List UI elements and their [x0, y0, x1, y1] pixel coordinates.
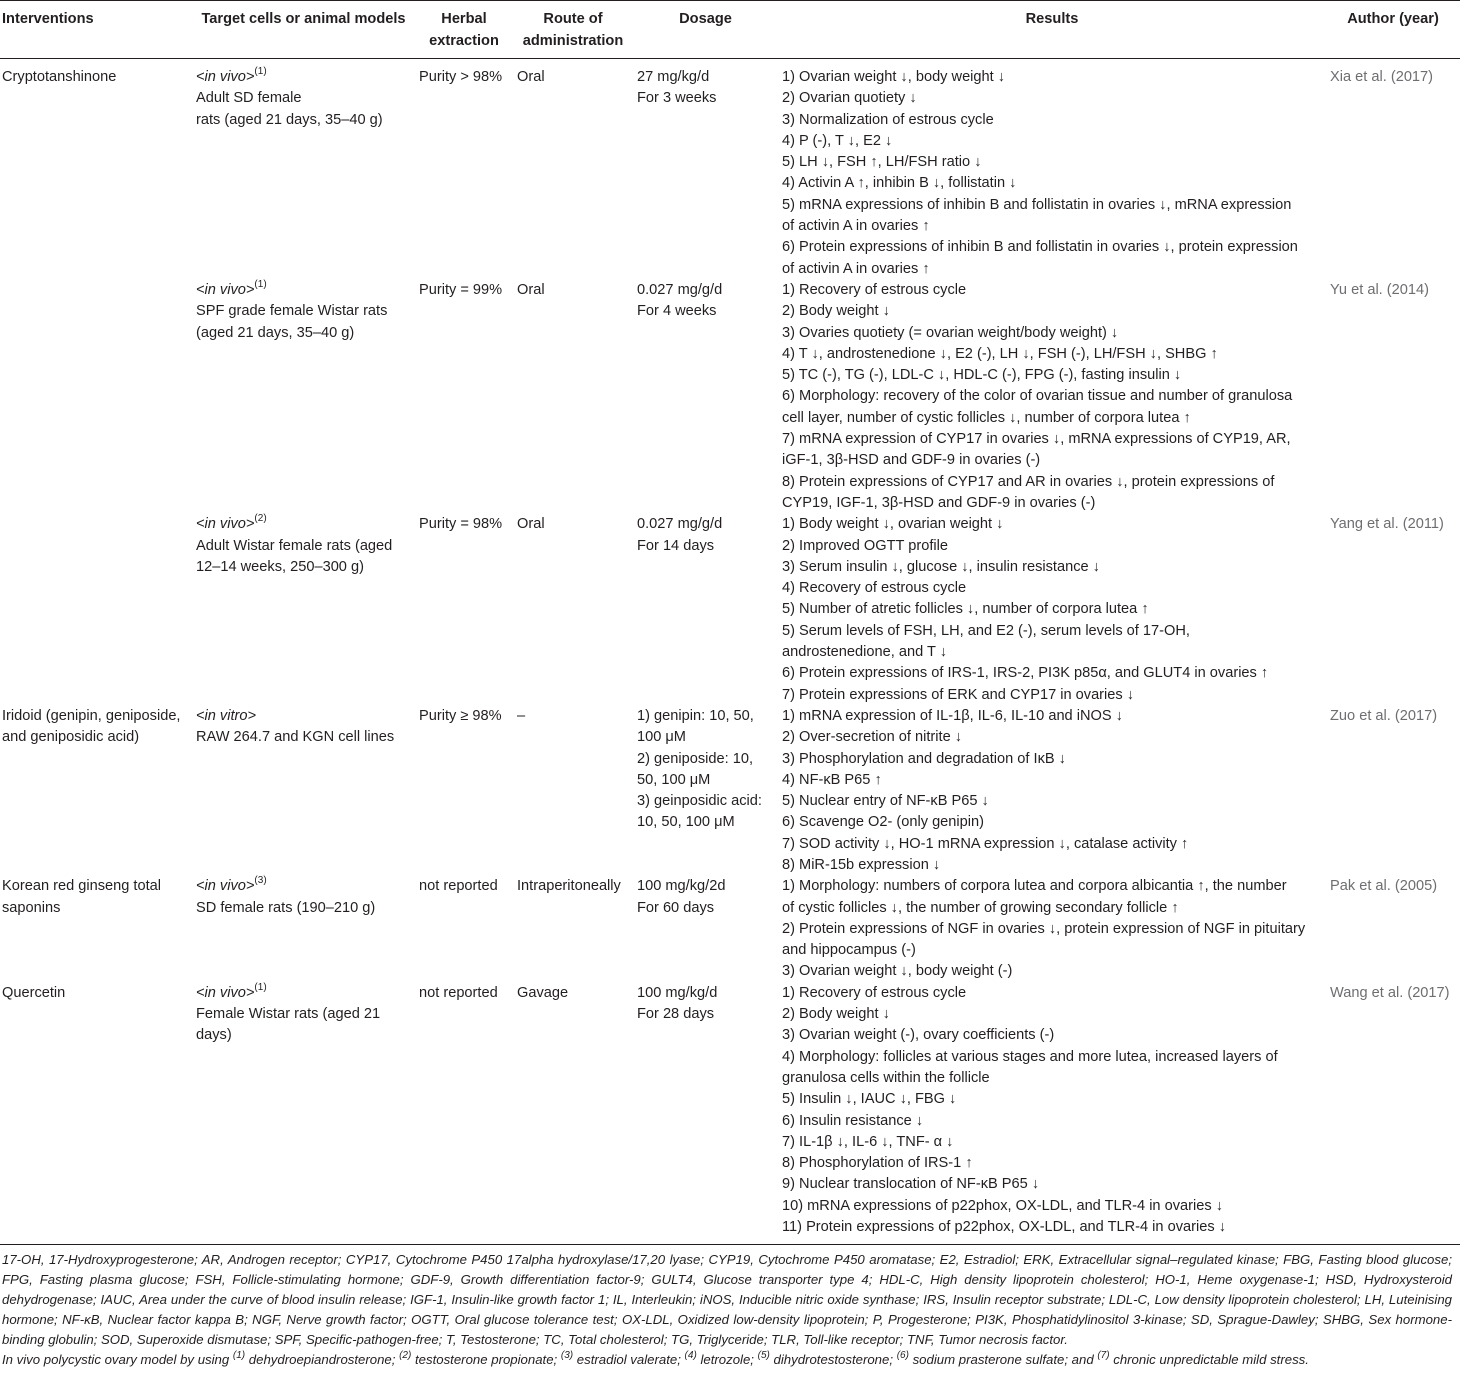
- cell-author: Yu et al. (2014): [1330, 281, 1429, 298]
- cell-extraction: Purity = 98%: [419, 516, 503, 533]
- cell-results: [778, 514, 1326, 706]
- model-ref: (3): [254, 875, 267, 887]
- result-line: 6) Protein expressions of IRS-1, IRS-2, PI3K p85α, and GLUT4 in ovaries ↑: [782, 665, 1269, 682]
- result-line: iGF-1, 3β-HSD and GDF-9 in ovaries (-): [782, 452, 1041, 469]
- cell-dosage: [633, 280, 778, 514]
- table-footnotes: [2, 1250, 1452, 1370]
- model-line: SD female rats (190–210 g): [196, 899, 376, 916]
- result-line: 8) Phosphorylation of IRS-1 ↑: [782, 1155, 973, 1172]
- result-line: and hippocampus (-): [782, 942, 916, 959]
- footnote-model-text: dehydroepiandrosterone;: [245, 1352, 400, 1367]
- result-line: 3) Ovarian weight (-), ovary coefficients (-): [782, 1027, 1055, 1044]
- cell-extraction: Purity ≥ 98%: [419, 707, 502, 724]
- model-type: <in vitro>: [196, 707, 257, 724]
- dosage-line: For 60 days: [637, 899, 715, 916]
- cell-extraction: not reported: [415, 983, 513, 1245]
- result-line: 3) Ovarian weight ↓, body weight (-): [782, 963, 1013, 980]
- cell-route: Intraperitoneally: [517, 878, 621, 895]
- footnote-model-ref: (1): [232, 1349, 246, 1361]
- result-line: 1) Ovarian weight ↓, body weight ↓: [782, 69, 1006, 85]
- cell-results: [778, 706, 1326, 876]
- model-type: <in vivo>: [196, 69, 255, 85]
- result-line: 6) Scavenge O2- (only genipin): [782, 814, 984, 831]
- result-line: 1) Morphology: numbers of corpora lutea and corpora albicantia ↑, the number: [782, 878, 1287, 895]
- result-line: 4) Activin A ↑, inhibin B ↓, follistatin ↓: [782, 175, 1017, 192]
- header-interventions: Interventions: [0, 1, 192, 59]
- table-row: [0, 706, 1460, 876]
- result-line: 5) Insulin ↓, IAUC ↓, FBG ↓: [782, 1091, 957, 1108]
- dosage-line: 2) geniposide: 10,: [637, 750, 754, 767]
- cell-intervention: [0, 280, 192, 514]
- model-ref: (1): [254, 981, 267, 993]
- footnote-model-ref: (6): [896, 1349, 909, 1361]
- result-line: 2) Body weight ↓: [782, 1006, 890, 1023]
- cell-author: Zuo et al. (2017): [1330, 707, 1438, 724]
- result-line: 8) Protein expressions of CYP17 and AR in ovaries ↓, protein expressions of: [782, 473, 1275, 490]
- cell-route: Oral: [517, 516, 545, 533]
- model-type: <in vivo>: [196, 984, 255, 1001]
- result-line: 6) Morphology: recovery of the color of ovarian tissue and number of granulosa: [782, 388, 1293, 405]
- result-line: 1) mRNA expression of IL-1β, IL-6, IL-10 and iNOS ↓: [782, 707, 1123, 724]
- result-line: 7) SOD activity ↓, HO-1 mRNA expression ↓, catalase activity ↑: [782, 835, 1189, 852]
- cell-results: [778, 280, 1326, 514]
- cell-results: [778, 983, 1326, 1245]
- table-body: [0, 59, 1460, 1245]
- cell-target-model: [192, 876, 415, 982]
- cell-target-model: [192, 706, 415, 876]
- table-row: [0, 280, 1460, 514]
- model-type: <in vivo>: [196, 878, 255, 895]
- result-line: 7) Protein expressions of ERK and CYP17 in ovaries ↓: [782, 686, 1135, 703]
- result-line: 4) NF-κB P65 ↑: [782, 771, 882, 788]
- dosage-line: 0.027 mg/g/d: [637, 281, 723, 298]
- footnote-model-ref: (4): [684, 1349, 697, 1361]
- dosage-line: For 28 days: [637, 1006, 715, 1023]
- model-line: days): [196, 1027, 232, 1044]
- dosage-line: 50, 100 μM: [637, 771, 711, 788]
- dosage-line: 100 mg/kg/2d: [637, 878, 726, 895]
- model-line: (aged 21 days, 35–40 g): [196, 324, 355, 341]
- model-type-line: [196, 514, 411, 535]
- dosage-line: For 14 days: [637, 537, 715, 554]
- dosage-line: 100 mg/kg/d: [637, 984, 718, 1001]
- header-dosage: Dosage: [633, 1, 778, 59]
- cell-target-model: [192, 983, 415, 1245]
- result-line: 9) Nuclear translocation of NF-κB P65 ↓: [782, 1176, 1040, 1193]
- footnote-model-text: sodium prasterone sulfate; and: [908, 1352, 1098, 1367]
- cell-dosage: [633, 983, 778, 1245]
- result-line: CYP19, IGF-1, 3β-HSD and GDF-9 in ovaries (-): [782, 494, 1096, 511]
- cell-dosage: [633, 59, 778, 280]
- dosage-line: 1) genipin: 10, 50,: [637, 707, 754, 724]
- result-line: 1) Body weight ↓, ovarian weight ↓: [782, 516, 1004, 533]
- footnote-model-text: chronic unpredictable mild stress.: [1109, 1352, 1309, 1367]
- model-line: rats (aged 21 days, 35–40 g): [196, 111, 383, 128]
- result-line: 3) Normalization of estrous cycle: [782, 111, 994, 128]
- cell-route: Gavage: [513, 983, 633, 1245]
- cell-results: [778, 59, 1326, 280]
- cell-target-model: [192, 514, 415, 706]
- footnote-abbreviations: 17-OH, 17-Hydroxyprogesterone; AR, Androgen receptor; CYP17, Cytochrome P450 17alpha hydroxylase/17,20 lyase; CYP19, Cytochrome P450 aromatase; E2, Estradiol; ERK, Extracellular signal–regulated kinase; FBG, Fasting blood glucose; FPG, Fasting plasma glucose; FSH, Follicle-stimulating hormone; GDF-9, Growth differentiation factor-9; GULT4, Glucose transporter type 4; HDL-C, High density lipoprotein cholesterol; HO-1, Heme oxygenase-1; HSD, Hydroxysteroid dehydrogenase; IAUC, Area under the curve of blood insulin release; IGF-1, Insulin-like growth factor 1; IL, Interleukin; iNOS, Inducible nitric oxide synthase; IRS, Insulin receptor substrate; LDL-C, Low density lipoprotein cholesterol; LH, Luteinising hormone; NF-κB, Nuclear factor kappa B; NGF, Nerve growth factor; OGTT, Oral glucose tolerance test; OX-LDL, Oxidized low-density lipoprotein; P, Progesterone; PI3K, Phosphatidylinositol 3-kinase; SD, Sprague-Dawley; SHBG, Sex hormone-binding globulin; SOD, Superoxide dismutase; SPF, Specific-pathogen-free; T, Testosterone; TC, Total cholesterol; TG, Triglyceride; TLR, Toll-like receptor; TNF, Tumor necrosis factor.: [2, 1252, 1452, 1347]
- result-line: 3) Ovaries quotiety (= ovarian weight/body weight) ↓: [782, 324, 1119, 341]
- cell-extraction: Purity = 99%: [419, 281, 503, 298]
- footnote-model-ref: (7): [1097, 1349, 1110, 1361]
- cell-intervention: Quercetin: [0, 983, 192, 1245]
- footnote-model-ref: (5): [757, 1349, 770, 1361]
- dosage-line: For 3 weeks: [637, 90, 717, 107]
- model-type-line: [196, 280, 411, 301]
- result-line: 1) Recovery of estrous cycle: [782, 984, 967, 1001]
- footnote-model-text: estradiol valerate;: [573, 1352, 685, 1367]
- model-ref: (2): [254, 513, 267, 525]
- cell-intervention: [0, 514, 192, 706]
- footnote-models: [2, 1350, 1452, 1370]
- model-ref: (1): [254, 279, 267, 291]
- result-line: of activin A in ovaries ↑: [782, 260, 930, 277]
- cell-author: Yang et al. (2011): [1330, 516, 1444, 533]
- result-line: 10) mRNA expressions of p22phox, OX-LDL, and TLR-4 in ovaries ↓: [782, 1197, 1223, 1214]
- result-line: 2) Over-secretion of nitrite ↓: [782, 729, 963, 746]
- result-line: cell layer, number of cystic follicles ↓, number of corpora lutea ↑: [782, 409, 1191, 426]
- dosage-line: 3) geinposidic acid:: [637, 793, 762, 810]
- dosage-line: 27 mg/kg/d: [637, 69, 710, 85]
- result-line: 5) Serum levels of FSH, LH, and E2 (-), serum levels of 17-OH,: [782, 622, 1190, 639]
- result-line: 7) mRNA expression of CYP17 in ovaries ↓, mRNA expressions of CYP19, AR,: [782, 431, 1291, 448]
- cell-route: Oral: [517, 69, 545, 85]
- cell-intervention: Iridoid (genipin, geniposide, and geniposidic acid): [2, 707, 181, 746]
- result-line: 4) P (-), T ↓, E2 ↓: [782, 132, 893, 149]
- table-row: [0, 983, 1460, 1245]
- result-line: 1) Recovery of estrous cycle: [782, 281, 967, 298]
- model-type-line: [196, 983, 411, 1004]
- model-line: 12–14 weeks, 250–300 g): [196, 558, 364, 575]
- result-line: 8) MiR-15b expression ↓: [782, 856, 941, 873]
- result-line: 3) Phosphorylation and degradation of IκB ↓: [782, 750, 1066, 767]
- cell-target-model: [192, 59, 415, 280]
- result-line: 4) Recovery of estrous cycle: [782, 580, 967, 597]
- cell-dosage: [633, 706, 778, 876]
- model-line: Female Wistar rats (aged 21: [196, 1006, 381, 1023]
- result-line: 2) Body weight ↓: [782, 303, 890, 320]
- result-line: 5) TC (-), TG (-), LDL-C ↓, HDL-C (-), FPG (-), fasting insulin ↓: [782, 367, 1182, 384]
- result-line: 2) Ovarian quotiety ↓: [782, 90, 917, 107]
- result-line: 2) Protein expressions of NGF in ovaries ↓, protein expression of NGF in pituitary: [782, 920, 1306, 937]
- result-line: 5) mRNA expressions of inhibin B and follistatin in ovaries ↓, mRNA expression: [782, 196, 1292, 213]
- cell-target-model: [192, 280, 415, 514]
- dosage-line: 100 μM: [637, 729, 686, 746]
- header-results: Results: [778, 1, 1326, 59]
- model-type: <in vivo>: [196, 516, 255, 533]
- result-line: of activin A in ovaries ↑: [782, 218, 930, 235]
- result-line: 4) T ↓, androstenedione ↓, E2 (-), LH ↓, FSH (-), LH/FSH ↓, SHBG ↑: [782, 345, 1218, 362]
- cell-intervention: Cryptotanshinone: [2, 69, 117, 85]
- header-route: Route of administration: [513, 1, 633, 59]
- result-line: 6) Protein expressions of inhibin B and follistatin in ovaries ↓, protein expression: [782, 239, 1298, 256]
- footnote-model-ref: (3): [560, 1349, 574, 1361]
- cell-extraction: Purity > 98%: [419, 69, 503, 85]
- cell-dosage: [633, 514, 778, 706]
- model-type-line: [196, 876, 411, 897]
- cell-dosage: [633, 876, 778, 982]
- model-type-line: [196, 706, 411, 727]
- dosage-line: 0.027 mg/g/d: [637, 516, 723, 533]
- result-line: 5) Nuclear entry of NF-κB P65 ↓: [782, 793, 989, 810]
- footnote-models-prefix: In vivo polycystic ovary model by using: [2, 1352, 233, 1367]
- model-line: SPF grade female Wistar rats: [196, 303, 388, 320]
- cell-extraction: not reported: [419, 878, 498, 895]
- cell-author: Pak et al. (2005): [1330, 878, 1438, 895]
- dosage-line: 10, 50, 100 μM: [637, 814, 735, 831]
- model-line: Adult Wistar female rats (aged: [196, 537, 393, 554]
- footnote-model-ref: (2): [399, 1349, 412, 1361]
- model-line: Adult SD female: [196, 90, 302, 107]
- result-line: 2) Improved OGTT profile: [782, 537, 948, 554]
- table-header: [0, 1, 1460, 59]
- cell-author: Wang et al. (2017): [1326, 983, 1460, 1245]
- model-type: <in vivo>: [196, 281, 255, 298]
- result-line: androstenedione, and T ↓: [782, 644, 947, 661]
- result-line: 3) Serum insulin ↓, glucose ↓, insulin resistance ↓: [782, 558, 1100, 575]
- header-author-year: Author (year): [1326, 1, 1460, 59]
- table-row: [0, 876, 1460, 982]
- result-line: granulosa cells within the follicle: [782, 1069, 990, 1086]
- result-line: 5) Number of atretic follicles ↓, number of corpora lutea ↑: [782, 601, 1149, 618]
- cell-route: Oral: [517, 281, 545, 298]
- result-line: 7) IL-1β ↓, IL-6 ↓, TNF- α ↓: [782, 1133, 954, 1150]
- cell-author: Xia et al. (2017): [1330, 69, 1434, 85]
- result-line: 11) Protein expressions of p22phox, OX-LDL, and TLR-4 in ovaries ↓: [782, 1219, 1226, 1236]
- cell-intervention: Korean red ginseng total saponins: [2, 878, 162, 916]
- result-line: 5) LH ↓, FSH ↑, LH/FSH ratio ↓: [782, 154, 982, 171]
- footnote-model-text: letrozole;: [696, 1352, 758, 1367]
- result-line: of cystic follicles ↓, the number of growing secondary follicle ↑: [782, 899, 1179, 916]
- model-line: RAW 264.7 and KGN cell lines: [196, 729, 395, 746]
- model-ref: (1): [254, 66, 267, 78]
- footnote-model-text: testosterone propionate;: [411, 1352, 561, 1367]
- footnote-model-text: dihydrotestosterone;: [769, 1352, 897, 1367]
- cell-results: [778, 876, 1326, 982]
- result-line: 6) Insulin resistance ↓: [782, 1112, 924, 1129]
- table-row: [0, 514, 1460, 706]
- table-row: [0, 59, 1460, 280]
- result-line: 4) Morphology: follicles at various stages and more lutea, increased layers of: [782, 1048, 1278, 1065]
- dosage-line: For 4 weeks: [637, 303, 717, 320]
- model-type-line: [196, 67, 411, 88]
- header-target-models: Target cells or animal models: [192, 1, 415, 59]
- header-herbal-extraction: Herbal extraction: [415, 1, 513, 59]
- cell-route: –: [517, 707, 526, 724]
